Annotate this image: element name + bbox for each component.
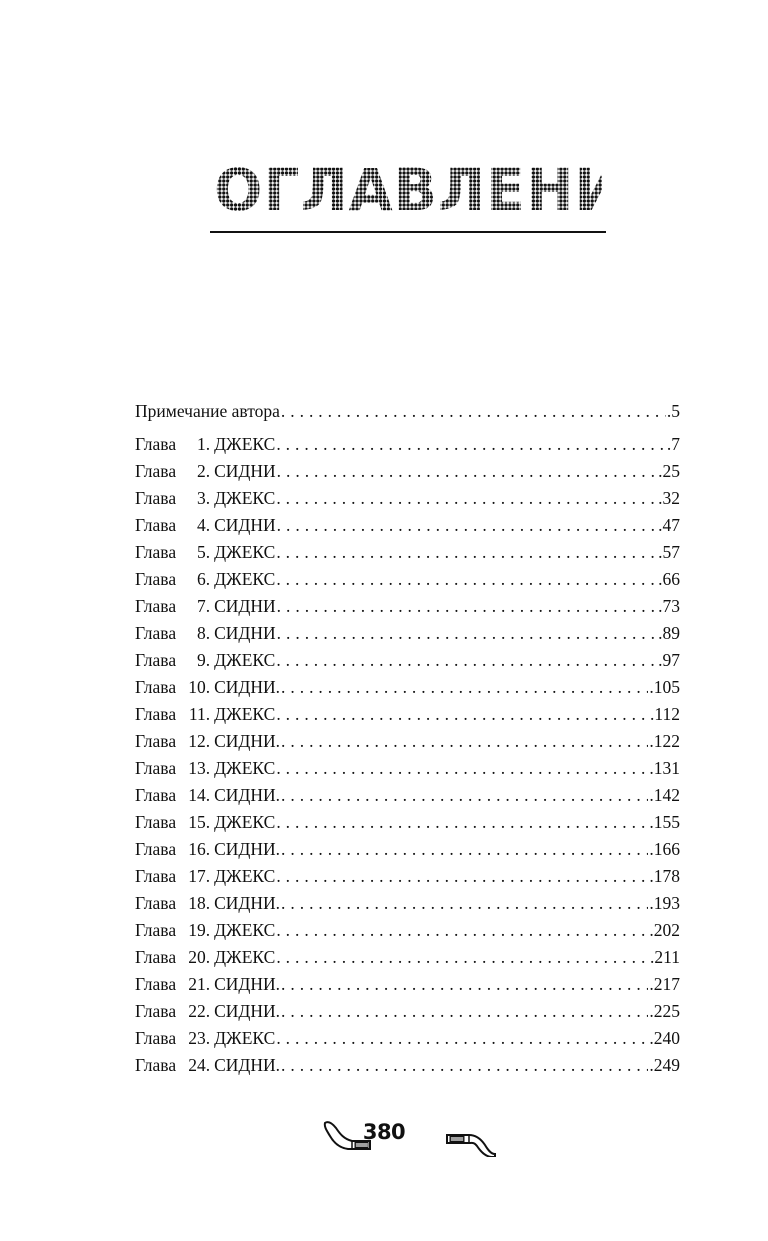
chapter-title: ДЖЕКС [214, 866, 276, 886]
chapter-title: ДЖЕКС [214, 650, 276, 670]
chapter-word: Глава [135, 839, 177, 859]
toc-entry-chapter[interactable] [135, 458, 680, 485]
dot-leader [281, 782, 648, 809]
chapter-title: СИДНИ. [214, 974, 281, 994]
chapter-title: СИДНИ. [214, 893, 281, 913]
toc-entry-chapter[interactable] [135, 836, 680, 863]
chapter-word: Глава [135, 623, 177, 643]
toc-entry-label [135, 809, 275, 836]
toc-entry-page: .57 [658, 542, 680, 562]
toc-entry-chapter[interactable] [135, 539, 680, 566]
chapter-word: Глава [135, 812, 177, 832]
toc-entry-label [135, 620, 276, 647]
chapter-word: Глава [135, 461, 177, 481]
toc-entry-page: .5 [666, 401, 680, 421]
toc-entry-page: .155 [649, 812, 680, 832]
toc-entry-label [135, 1025, 275, 1052]
chapter-word: Глава [135, 1001, 177, 1021]
toc-entry-chapter[interactable] [135, 647, 680, 674]
toc-entry-label [135, 431, 275, 458]
toc-entry-label [135, 647, 275, 674]
chapter-word: Глава [135, 731, 177, 751]
table-of-contents [135, 398, 680, 1079]
toc-entry-label [135, 863, 275, 890]
toc-entry-page: .47 [658, 515, 680, 535]
toc-entry-label [135, 917, 275, 944]
toc-entry-page: .249 [649, 1055, 680, 1075]
toc-entry-label [135, 485, 275, 512]
title-block [210, 155, 663, 225]
chapter-word: Глава [135, 1028, 177, 1048]
toc-entry-chapter[interactable] [135, 944, 680, 971]
chapter-word: Глава [135, 1055, 177, 1075]
chapter-title: ДЖЕКС [214, 434, 276, 454]
toc-entry-label [135, 836, 280, 863]
chapter-number: 20. [188, 947, 211, 967]
toc-entry-page: .89 [658, 623, 680, 643]
dot-leader [276, 701, 649, 728]
dot-leader [276, 809, 648, 836]
chapter-word: Глава [135, 974, 177, 994]
dot-leader [276, 863, 648, 890]
hockey-stick-icon [445, 1121, 497, 1157]
toc-entry-chapter[interactable] [135, 593, 680, 620]
toc-entry-label [135, 566, 275, 593]
dot-leader [276, 917, 648, 944]
toc-entry-page: .193 [649, 893, 680, 913]
toc-entry-chapter[interactable] [135, 431, 680, 458]
toc-entry-page: .217 [649, 974, 680, 994]
dot-leader [276, 539, 657, 566]
chapter-number: 16. [188, 839, 211, 859]
toc-entry-page: .240 [649, 1028, 680, 1048]
toc-entry-chapter[interactable] [135, 998, 680, 1025]
toc-entry-page: .178 [649, 866, 680, 886]
toc-entry-page: .7 [666, 434, 680, 454]
toc-entry-chapter[interactable] [135, 620, 680, 647]
toc-entry-author-note[interactable] [135, 398, 680, 425]
toc-entry-chapter[interactable] [135, 917, 680, 944]
toc-entry-label [135, 728, 280, 755]
toc-entry-page: .166 [649, 839, 680, 859]
chapter-title: ДЖЕКС [214, 569, 276, 589]
toc-entry-page: .142 [649, 785, 680, 805]
dot-leader [281, 971, 648, 998]
toc-entry-chapter[interactable] [135, 971, 680, 998]
toc-entry-chapter[interactable] [135, 755, 680, 782]
toc-entry-label [135, 458, 276, 485]
dot-leader [281, 398, 666, 425]
toc-entry-label [135, 593, 276, 620]
chapter-number: 6. [196, 569, 211, 589]
dot-leader [276, 566, 657, 593]
chapter-title: ДЖЕКС [214, 1028, 276, 1048]
dot-leader [277, 458, 657, 485]
dot-leader [276, 485, 657, 512]
chapter-number: 5. [196, 542, 211, 562]
toc-entry-label [135, 755, 275, 782]
chapter-number: 12. [188, 731, 211, 751]
dot-leader [281, 674, 648, 701]
chapter-word: Глава [135, 677, 177, 697]
title-underline [210, 231, 606, 233]
chapter-title: СИДНИ. [214, 1055, 281, 1075]
toc-entry-label [135, 944, 275, 971]
toc-entry-chapter[interactable] [135, 674, 680, 701]
toc-entry-chapter[interactable] [135, 1025, 680, 1052]
toc-entry-label: Примечание автора [135, 401, 280, 421]
toc-entry-chapter[interactable] [135, 1052, 680, 1079]
chapter-title: СИДНИ. [214, 677, 281, 697]
toc-entry-page: .73 [658, 596, 680, 616]
toc-entry-label [135, 782, 280, 809]
dot-leader [281, 998, 648, 1025]
toc-entry-label [135, 674, 280, 701]
chapter-number: 7. [196, 596, 211, 616]
chapter-title: ДЖЕКС [214, 758, 276, 778]
chapter-word: Глава [135, 569, 177, 589]
chapter-number: 13. [188, 758, 211, 778]
toc-entry-chapter[interactable] [135, 566, 680, 593]
chapter-number: 9. [196, 650, 211, 670]
page-number: 380 [362, 1120, 406, 1144]
chapter-title: ДЖЕКС [214, 947, 276, 967]
toc-entry-chapter[interactable] [135, 809, 680, 836]
toc-entry-page: .211 [650, 947, 680, 967]
chapter-number: 18. [188, 893, 211, 913]
chapter-number: 17. [188, 866, 211, 886]
toc-entry-page: .225 [649, 1001, 680, 1021]
toc-entry-label [135, 512, 276, 539]
chapter-title: СИДНИ [214, 515, 276, 535]
chapter-number: 8. [196, 623, 211, 643]
chapter-title: ДЖЕКС [214, 542, 276, 562]
chapter-word: Глава [135, 866, 177, 886]
toc-entry-page: .97 [658, 650, 680, 670]
toc-entry-chapter[interactable] [135, 512, 680, 539]
dot-leader [276, 755, 648, 782]
chapter-title: СИДНИ. [214, 785, 281, 805]
chapter-number: 3. [196, 488, 211, 508]
dot-leader [281, 1052, 648, 1079]
dot-leader [281, 836, 648, 863]
chapter-title: СИДНИ [214, 461, 276, 481]
chapter-word: Глава [135, 434, 177, 454]
chapter-word: Глава [135, 920, 177, 940]
dot-leader [276, 647, 657, 674]
chapter-number: 2. [196, 461, 211, 481]
toc-entry-page: .32 [658, 488, 680, 508]
page-footer [0, 1115, 768, 1165]
toc-entry-label [135, 1052, 280, 1079]
dot-leader [281, 728, 648, 755]
chapter-number: 14. [188, 785, 211, 805]
dot-leader [277, 512, 657, 539]
chapter-word: Глава [135, 704, 177, 724]
chapter-number: 15. [188, 812, 211, 832]
chapter-number: 23. [188, 1028, 211, 1048]
toc-entry-page: .105 [649, 677, 680, 697]
chapter-title: ДЖЕКС [214, 812, 276, 832]
toc-entry-page: .202 [649, 920, 680, 940]
chapter-word: Глава [135, 893, 177, 913]
chapter-title: СИДНИ. [214, 839, 281, 859]
toc-entry-page: .131 [649, 758, 680, 778]
toc-entry-page: .25 [658, 461, 680, 481]
chapter-word: Глава [135, 758, 177, 778]
dot-leader [276, 944, 649, 971]
toc-entry-label [135, 890, 280, 917]
dot-leader [281, 890, 648, 917]
chapter-title: СИДНИ. [214, 1001, 281, 1021]
chapter-word: Глава [135, 650, 177, 670]
toc-entry-chapter[interactable] [135, 782, 680, 809]
toc-entry-label [135, 998, 280, 1025]
chapter-number: 10. [188, 677, 211, 697]
toc-entry-label [135, 971, 280, 998]
chapter-number: 24. [188, 1055, 211, 1075]
chapter-title: ДЖЕКС [214, 920, 276, 940]
chapter-word: Глава [135, 947, 177, 967]
chapter-word: Глава [135, 596, 177, 616]
toc-entry-chapter[interactable] [135, 485, 680, 512]
chapter-number: 19. [188, 920, 211, 940]
chapter-number: 11. [188, 704, 211, 724]
chapter-number: 1. [196, 434, 211, 454]
chapter-number: 21. [188, 974, 211, 994]
toc-entry-chapter[interactable] [135, 728, 680, 755]
dot-leader [276, 1025, 648, 1052]
chapter-word: Глава [135, 488, 177, 508]
toc-entry-chapter[interactable] [135, 701, 680, 728]
chapter-number: 22. [188, 1001, 211, 1021]
toc-entry-label [135, 539, 275, 566]
chapter-title: СИДНИ. [214, 731, 281, 751]
chapter-title: ДЖЕКС [214, 704, 276, 724]
chapter-title: ДЖЕКС [214, 488, 276, 508]
chapter-word: Глава [135, 785, 177, 805]
chapter-word: Глава [135, 542, 177, 562]
toc-entry-page: .122 [649, 731, 680, 751]
toc-entry-page: .66 [658, 569, 680, 589]
toc-entry-chapter[interactable] [135, 863, 680, 890]
chapter-word: Глава [135, 515, 177, 535]
dot-leader [276, 431, 666, 458]
chapter-title: СИДНИ [214, 596, 276, 616]
page-title: ОГЛАВЛЕНИЕ [213, 156, 663, 224]
dot-leader [277, 593, 657, 620]
toc-entry-label [135, 701, 275, 728]
toc-entry-page: .112 [650, 704, 680, 724]
toc-entry-chapter[interactable] [135, 890, 680, 917]
dot-leader [277, 620, 657, 647]
chapter-title: СИДНИ [214, 623, 276, 643]
chapter-number: 4. [196, 515, 211, 535]
